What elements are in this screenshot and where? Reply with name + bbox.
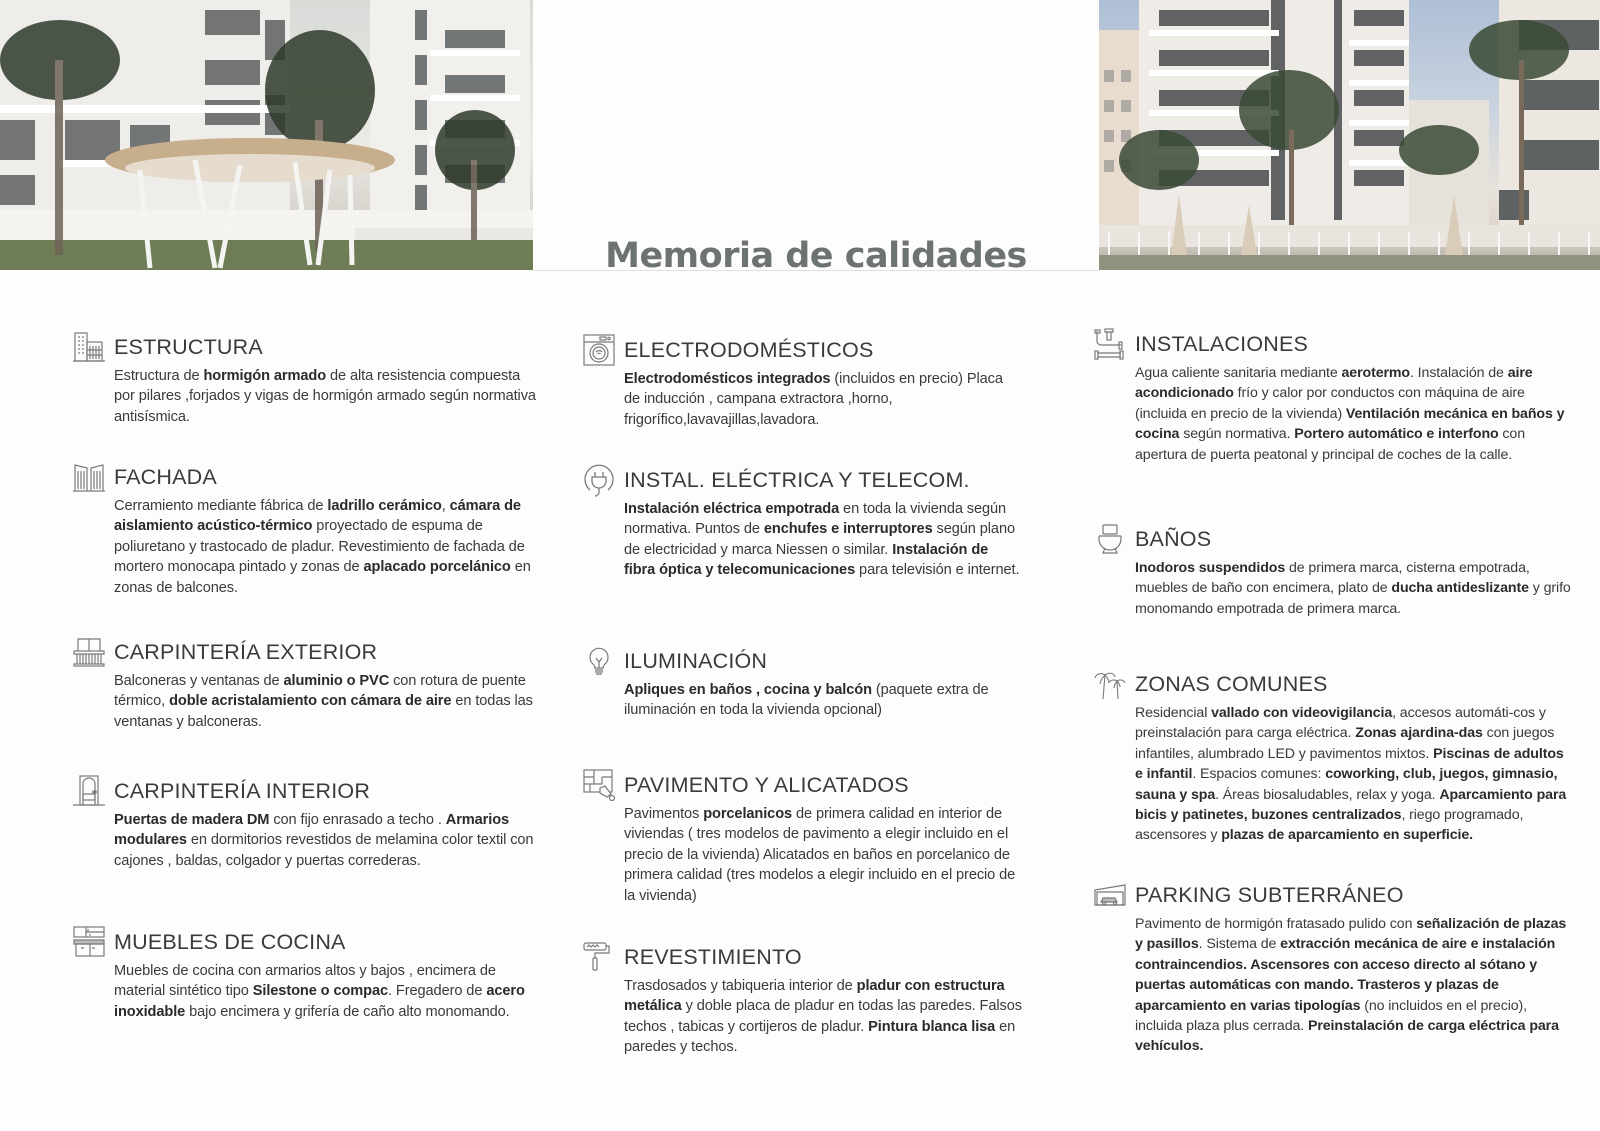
body-text: Cerramiento mediante fábrica de <box>114 498 328 514</box>
door-icon <box>72 774 106 808</box>
body-text-bold: enchufes e interruptores <box>763 521 933 538</box>
body-text-bold: aplacado porcelánico <box>363 559 511 576</box>
section-zonas-comunes <box>1093 667 1573 846</box>
section-title: BAÑOS <box>1135 526 1212 551</box>
body-text-bold: ladrillo cerámico <box>327 498 442 514</box>
section-body <box>624 680 1022 721</box>
section-title: ILUMINACIÓN <box>624 648 768 673</box>
body-text-bold: porcelanicos <box>703 806 793 822</box>
section-carpinteria-interior <box>72 774 542 871</box>
washing-machine-icon <box>582 333 616 367</box>
section-title: ESTRUCTURA <box>114 334 263 359</box>
body-text-bold: Pintura blanca lisa <box>868 1018 996 1035</box>
plug-icon <box>582 463 616 497</box>
body-text-bold: aerotermo <box>1341 365 1410 381</box>
hero-image-left <box>0 0 533 270</box>
section-parking <box>1093 878 1573 1057</box>
section-title: PAVIMENTO Y ALICATADOS <box>624 772 909 797</box>
body-text: Pavimento de hormigón fratasado pulido con <box>1135 916 1417 932</box>
body-text: Residencial <box>1135 705 1212 721</box>
section-title: REVESTIMIENTO <box>624 944 802 969</box>
body-text: . Fregadero de <box>388 983 487 1000</box>
body-text: para televisión e internet. <box>855 562 1020 579</box>
palm-trees-icon <box>1093 667 1127 701</box>
body-text-bold: extracción mecánica de aire e instalación contraincendios. Ascensores con acceso directo al sótano y puertas automáticas con mando. Trasteros y plazas de aparcamiento en varias tipologías <box>1135 936 1556 1014</box>
body-text-bold: doble acristalamiento con cámara de aire <box>169 693 452 710</box>
body-text: proyectado de espuma de poliuretano y trastocado de pladur. Revestimiento de fachada de mortero monocapa pintado y zonas de <box>114 518 525 576</box>
body-text: . Instalación de <box>1410 365 1508 381</box>
body-text-bold: Aparcamiento para bicis y patinetes, buzones centralizados <box>1135 786 1567 824</box>
section-title: MUEBLES DE COCINA <box>114 929 346 954</box>
body-text-bold: Piscinas de adultos e infantil <box>1135 745 1564 783</box>
balcony-icon <box>72 635 106 669</box>
body-text: en zonas de balcones. <box>114 559 531 596</box>
section-iluminacion <box>582 644 1022 721</box>
building-pergola-illustration <box>0 0 533 270</box>
section-title: ZONAS COMUNES <box>1135 671 1328 696</box>
body-text-bold: Apliques en baños , cocina y balcón <box>624 682 872 698</box>
body-text: de primera calidad en interior de viviendas ( tres modelos de pavimento a elegir incluido en el precio de la vivienda) Alicatados en baños en porcelanico de primera calidad (tres modelos a elegir incluido en el precio de la vivienda) <box>624 806 1016 904</box>
body-text-bold: Silestone o compac <box>252 983 389 1000</box>
body-text-bold: ducha antideslizante <box>1391 580 1529 597</box>
body-text: (paquete extra de iluminación en toda la vivienda opcional) <box>624 682 989 719</box>
body-text: (incluidos en precio) Placa de inducción , campana extractora ,horno, frigorífico,lavavajillas,lavadora. <box>624 371 1003 428</box>
section-body <box>1135 914 1573 1057</box>
section-estructura <box>72 330 542 427</box>
body-text: Balconeras y ventanas de <box>114 673 284 689</box>
body-text: en todas las ventanas y balconeras. <box>114 693 533 730</box>
body-text-bold: Instalación de fibra óptica y telecomunicaciones <box>624 541 989 579</box>
body-text: con fijo enrasado a techo . <box>269 812 446 828</box>
lightbulb-icon <box>582 644 616 678</box>
section-banos <box>1093 522 1573 619</box>
section-title: PARKING SUBTERRÁNEO <box>1135 882 1404 907</box>
tile-floor-icon <box>582 768 616 802</box>
body-text: , riego programado, ascensores y <box>1135 807 1524 844</box>
section-title: FACHADA <box>114 464 217 489</box>
section-title: CARPINTERÍA INTERIOR <box>114 778 371 803</box>
body-text-bold: Electrodomésticos integrados <box>624 371 831 387</box>
page-title: Memoria de calidades <box>605 236 1027 276</box>
body-text-bold: Puertas de madera DM <box>114 812 270 828</box>
toilet-icon <box>1093 522 1127 556</box>
section-title: INSTALACIONES <box>1135 331 1309 356</box>
section-revestimiento <box>582 940 1022 1058</box>
body-text: . Áreas biosaludables, relax y yoga. <box>1215 786 1440 803</box>
body-text-bold: coworking, club, juegos, gimnasio, sauna y spa <box>1135 766 1558 803</box>
section-title: CARPINTERÍA EXTERIOR <box>114 639 378 664</box>
body-text: Estructura de <box>114 368 204 384</box>
section-body <box>1135 363 1573 465</box>
body-text: de alta resistencia compuesta por pilares ,forjados y vigas de hormigón armado según normativa antisísmica. <box>114 368 536 425</box>
section-title: INSTAL. ELÉCTRICA Y TELECOM. <box>624 467 970 492</box>
body-text: Pavimentos <box>624 806 704 822</box>
body-text-bold: Portero automático e interfono <box>1294 426 1499 443</box>
body-text-bold: vallado con videovigilancia <box>1211 705 1393 721</box>
hero-image-right <box>1099 0 1600 270</box>
body-text-bold: señalización de plazas y pasillos <box>1135 916 1567 953</box>
body-text-bold: hormigón armado <box>203 368 327 384</box>
body-text: Agua caliente sanitaria mediante <box>1135 365 1342 381</box>
body-text-bold: acero inoxidable <box>114 983 525 1020</box>
section-body <box>624 369 1022 430</box>
section-carpinteria-exterior <box>72 635 542 732</box>
body-text-bold: Inodoros suspendidos <box>1135 560 1286 576</box>
body-text: según normativa. <box>1179 426 1295 443</box>
body-text: bajo encimera y grifería de caño alto monomando. <box>185 1003 510 1020</box>
section-body <box>114 496 542 598</box>
body-text-bold: Instalación eléctrica empotrada <box>624 501 840 517</box>
building-pool-illustration <box>1099 0 1600 270</box>
body-text-bold: pladur con estructura metálica <box>624 978 1005 1015</box>
body-text-bold: plazas de aparcamiento en superficie. <box>1221 827 1474 844</box>
body-text: , <box>441 498 450 514</box>
body-text: frío y calor por conductos con máquina de aire (incluida en precio de la vivienda) <box>1135 385 1525 422</box>
building-icon <box>72 330 106 364</box>
body-text: y doble placa de pladur en todas las paredes. Falsos techos , tabicas y cortijeros de pladur. <box>624 998 1022 1035</box>
body-text-bold: Preinstalación de carga eléctrica para vehículos. <box>1135 1018 1559 1055</box>
pipes-icon <box>1093 327 1127 361</box>
body-text-bold: Zonas ajardina-das <box>1355 725 1483 742</box>
section-instalaciones <box>1093 327 1573 465</box>
body-text: con apertura de puerta peatonal y principal de coches de la calle. <box>1135 426 1526 463</box>
section-pavimento <box>582 768 1022 906</box>
section-muebles-cocina <box>72 925 542 1022</box>
body-text: . Sistema de <box>1198 936 1281 953</box>
garage-car-icon <box>1093 878 1127 912</box>
body-text-bold: aire acondicionado <box>1135 365 1533 402</box>
body-text-bold: aluminio o PVC <box>283 673 390 689</box>
body-text: (no incluidos en el precio), incluida plaza plus cerrada. <box>1135 997 1528 1035</box>
body-text: Trasdosados y tabiqueria interior de <box>624 978 857 994</box>
facade-icon <box>72 460 106 494</box>
section-electrodomesticos <box>582 333 1022 430</box>
body-text: en toda la vivienda según normativa. Puntos de <box>624 501 1007 538</box>
body-text: con rotura de puente térmico, <box>114 673 526 710</box>
body-text: Muebles de cocina con armarios altos y bajos , encimera de material sintético tipo <box>114 963 496 1000</box>
section-body <box>1135 703 1573 846</box>
section-body <box>624 499 1022 581</box>
section-body <box>1135 558 1573 619</box>
section-body <box>624 804 1022 906</box>
body-text-bold: cámara de aislamiento acústico-térmico <box>114 498 521 535</box>
section-instal-electrica <box>582 463 1022 581</box>
section-fachada <box>72 460 542 598</box>
kitchen-cabinet-icon <box>72 925 106 959</box>
section-body <box>624 976 1022 1058</box>
body-text: en paredes y techos. <box>624 1018 1016 1056</box>
paint-roller-icon <box>582 940 616 974</box>
body-text: con juegos infantiles, alumbrado LED y pavimentos mixtos. <box>1135 725 1555 762</box>
body-text: en dormitorios revestidos de melamina color textil con cajones , baldas, colgador y puertas correderas. <box>114 832 534 869</box>
section-body <box>114 366 542 427</box>
body-text: . Espacios comunes: <box>1192 766 1326 783</box>
section-body <box>114 671 542 732</box>
body-text-bold: Ventilación mecánica en baños y cocina <box>1135 405 1565 443</box>
body-text: de primera marca, cisterna empotrada, muebles de baño con encimera, plato de <box>1135 560 1530 597</box>
body-text: , accesos automáti-cos y preinstalación para carga eléctrica. <box>1135 705 1546 742</box>
body-text: según plano de electricidad y marca Niessen o similar. <box>624 521 1015 558</box>
body-text: y grifo monomando empotrada de primera marca. <box>1135 580 1571 617</box>
section-body <box>114 961 542 1022</box>
section-title: ELECTRODOMÉSTICOS <box>624 337 874 362</box>
section-body <box>114 810 542 871</box>
body-text-bold: Armarios modulares <box>114 812 510 849</box>
